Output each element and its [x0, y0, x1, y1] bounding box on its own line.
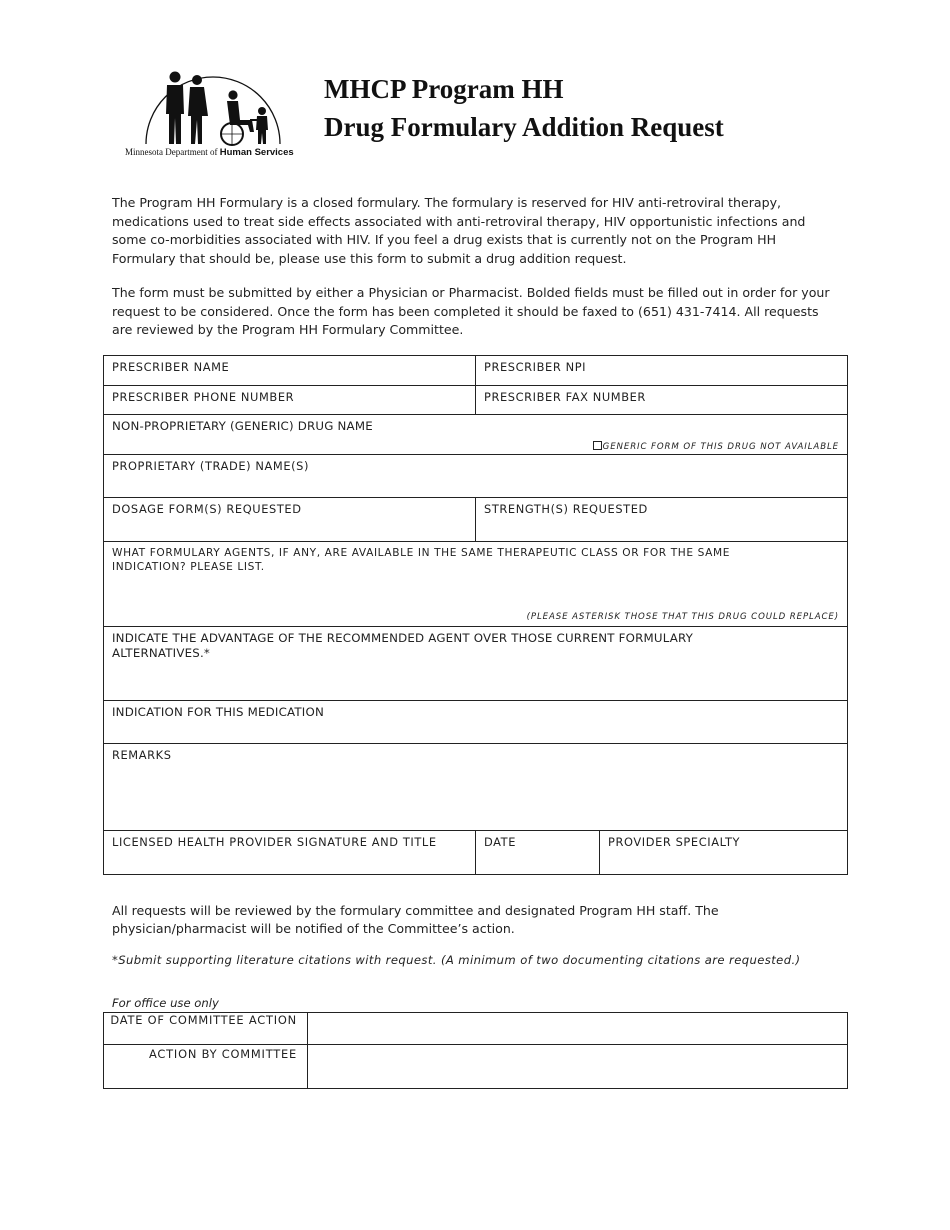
formulary-agents-label: WHAT FORMULARY AGENTS, IF ANY, ARE AVAILABLE IN THE SAME THERAPEUTIC CLASS OR FOR THE SAME INDICATION? PLEASE LIST. — [112, 547, 731, 573]
advantage-label: INDICATE THE ADVANTAGE OF THE RECOMMENDED AGENT OVER THOSE CURRENT FORMULARY ALTERNATIVES.* — [112, 631, 694, 660]
indication-label: INDICATION FOR THIS MEDICATION — [112, 705, 324, 719]
formulary-agents-note: (PLEASE ASTERISK THOSE THAT THIS DRUG COULD REPLACE) — [526, 612, 840, 622]
generic-note-label: GENERIC FORM OF THIS DRUG NOT AVAILABLE — [602, 442, 840, 452]
signature-field[interactable] — [104, 831, 476, 875]
advantage-field[interactable] — [104, 627, 848, 701]
request-form — [103, 355, 848, 875]
remarks-label: REMARKS — [112, 748, 172, 762]
title-line-1: MHCP Program HH — [324, 74, 564, 104]
trade-name-label: PROPRIETARY (TRADE) NAME(S) — [112, 459, 310, 473]
page-title — [324, 70, 724, 146]
office-use-label: For office use only — [112, 996, 219, 1010]
action-by-committee-field[interactable] — [308, 1045, 848, 1089]
signature-label: LICENSED HEALTH PROVIDER SIGNATURE AND TITLE — [112, 835, 437, 849]
dosage-form-label: DOSAGE FORM(S) REQUESTED — [112, 502, 302, 516]
date-committee-action-label-cell — [104, 1013, 308, 1045]
office-use-table — [103, 1012, 848, 1089]
title-line-2: Drug Formulary Addition Request — [324, 112, 724, 142]
citation-note: *Submit supporting literature citations with request. (A minimum of two documenting citations are requested.) — [112, 953, 801, 967]
prescriber-phone-label: PRESCRIBER PHONE NUMBER — [112, 390, 295, 404]
strength-label: STRENGTH(S) REQUESTED — [484, 502, 648, 516]
prescriber-npi-label: PRESCRIBER NPI — [484, 360, 587, 374]
prescriber-fax-field[interactable] — [476, 386, 848, 415]
generic-not-available-checkbox[interactable] — [593, 441, 602, 450]
date-label: DATE — [484, 835, 517, 849]
dhs-logo — [122, 68, 307, 160]
strength-field[interactable] — [476, 498, 848, 542]
generic-not-available-note — [593, 441, 839, 452]
intro-paragraph-1: The Program HH Formulary is a closed formulary. The formulary is reserved for HIV anti-retroviral therapy, medications used to treat side effects associated with anti-retroviral therapy, HIV opportunistic infections and some co-morbidities associated with HIV. If you feel a drug exists that is currently not on the Program HH Formulary that should be, please use this form to submit a drug addition request. — [112, 195, 806, 266]
trade-name-field[interactable] — [104, 455, 848, 498]
generic-name-field[interactable] — [104, 415, 848, 455]
remarks-field[interactable] — [104, 744, 848, 831]
prescriber-name-field[interactable] — [104, 356, 476, 386]
date-field[interactable] — [476, 831, 600, 875]
action-by-committee-label-cell — [104, 1045, 308, 1089]
prescriber-npi-field[interactable] — [476, 356, 848, 386]
intro-paragraph-2: The form must be submitted by either a Physician or Pharmacist. Bolded fields must be filled out in order for your request to be considered. Once the form has been completed it should be faxed to (651) 431-7414. All requests are reviewed by the Program HH Formulary Committee. — [112, 285, 830, 338]
formulary-agents-field[interactable] — [104, 542, 848, 627]
review-notice: All requests will be reviewed by the formulary committee and designated Program HH staff. The physician/pharmacist will be notified of the Committee’s action. — [112, 903, 719, 936]
specialty-label: PROVIDER SPECIALTY — [608, 835, 741, 849]
date-committee-action-field[interactable] — [308, 1013, 848, 1045]
specialty-field[interactable] — [600, 831, 848, 875]
prescriber-phone-field[interactable] — [104, 386, 476, 415]
indication-field[interactable] — [104, 701, 848, 744]
prescriber-fax-label: PRESCRIBER FAX NUMBER — [484, 390, 646, 404]
action-by-committee-label: ACTION BY COMMITTEE — [149, 1047, 297, 1061]
dosage-form-field[interactable] — [104, 498, 476, 542]
prescriber-name-label: PRESCRIBER NAME — [112, 360, 230, 374]
logo-org-bold: Human Services — [219, 147, 294, 158]
date-committee-action-label: DATE OF COMMITTEE ACTION — [110, 1013, 297, 1027]
logo-org-text: Minnesota Department of — [125, 147, 218, 157]
generic-name-label: NON-PROPRIETARY (GENERIC) DRUG NAME — [112, 419, 373, 433]
